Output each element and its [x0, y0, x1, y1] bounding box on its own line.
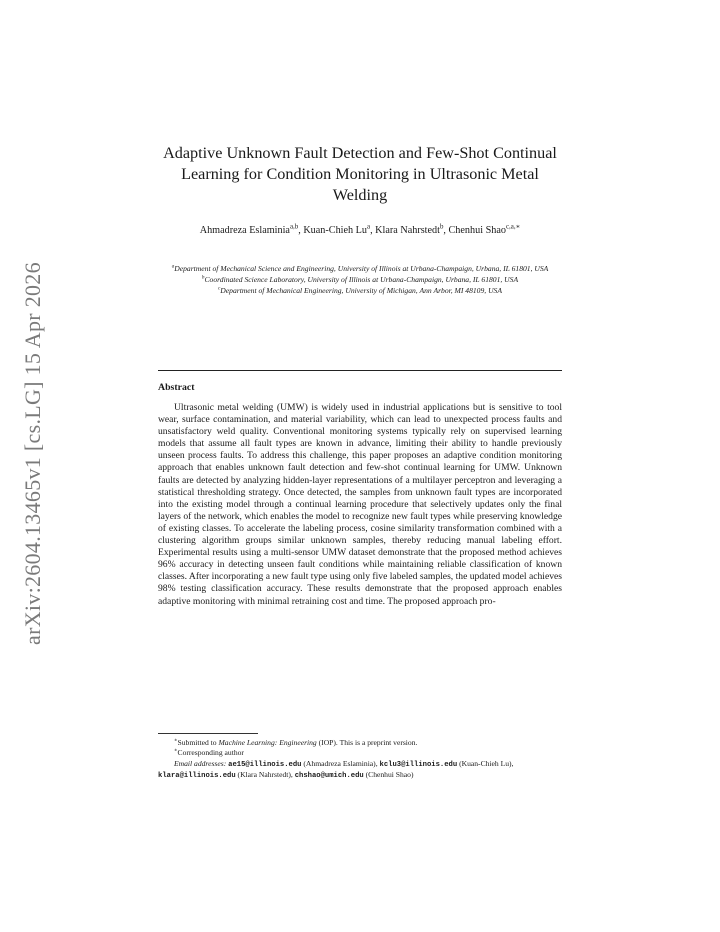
author: Ahmadreza Eslaminia$^{a,b}$, — [199, 223, 304, 236]
affiliations — [152, 264, 568, 296]
abstract-body: Ultrasonic metal welding (UMW) is widely used in industrial applications but is sensitive to tool wear, surface contamination, and material variability, which can lead to unexpected process faults and unsatisfactory weld quality. Conventional monitoring systems typically rely on supervised learning models that assume all fault types are known in advance, limiting their ability to handle previously unseen process faults. To address this challenge, this paper proposes an adaptive condition monitoring approach that enables unknown fault detection and few-shot continual learning for UMW. Unknown faults are detected by analyzing hidden-layer representations of a multilayer perceptron and leveraging a statistical thresholding strategy. Once detected, the samples from unknown fault types are incorporated into the existing model through a continual learning procedure that selectively updates only the final layers of the network, which enables the model to recognize new fault types while preserving knowledge of existing classes. To accelerate the labeling process, cosine similarity transformation combined with a clustering algorithm groups similar unknown samples, thereby reducing manual labeling effort. Experimental results using a multi-sensor UMW dataset demonstrate that the proposed method achieves 96% accuracy in detecting unseen fault conditions while maintaining reliable classification of known classes. After incorporating a new fault type using only five labeled samples, the updated model achieves 98% testing classification accuracy. These results demonstrate that the proposed approach enables adaptive monitoring with minimal retraining cost and time. The proposed approach pro- — [158, 402, 562, 607]
author: Chenhui Shao$^{c,a,∗}$ — [448, 223, 521, 236]
affiliation: $^b$Coordinated Science Laboratory, University of Illinois at Urbana-Champaign, Urbana, IL 61801, USA — [201, 274, 519, 284]
author: Klara Nahrstedt$^b$, — [375, 223, 449, 236]
email-link[interactable]: chshao@umich.edu — [294, 771, 364, 780]
footnote-rule — [158, 733, 258, 734]
affiliation: $^a$Department of Mechanical Science and Engineering, University of Illinois at Urbana-Champaign, Urbana, IL 61801, USA — [171, 263, 549, 273]
section-divider — [158, 370, 562, 371]
affiliation: $^c$Department of Mechanical Engineering, University of Michigan, Ann Arbor, MI 48109, USA — [218, 285, 502, 295]
footnote-submitted: ∗Submitted to Machine Learning: Engineering (IOP). This is a preprint version. — [174, 737, 418, 747]
email-link[interactable]: kclu3@illinois.edu — [379, 760, 458, 769]
abstract-heading: Abstract — [158, 382, 195, 393]
arxiv-identifier: arXiv:2604.13465v1 [cs.LG] 15 Apr 2026 — [20, 262, 45, 645]
email-link[interactable]: klara@illinois.edu — [158, 771, 236, 780]
email-link[interactable]: ae15@illinois.edu — [228, 760, 302, 769]
paper-title: Adaptive Unknown Fault Detection and Few-Shot Continual Learning for Condition Monitoring in Ultrasonic Metal Welding — [163, 144, 557, 204]
author: Kuan-Chieh Lu$^a$, — [303, 223, 376, 236]
footnote-emails: Email addresses: ae15@illinois.edu (Ahmadreza Eslaminia), kclu3@illinois.edu (Kuan-Chieh Lu), klara@illinois.edu (Klara Nahrstedt), chshao@umich.edu (Chenhui Shao) — [158, 758, 514, 780]
author-list — [165, 224, 555, 238]
footnote-corresponding: ∗Corresponding author — [174, 747, 244, 758]
footnotes — [158, 738, 562, 781]
